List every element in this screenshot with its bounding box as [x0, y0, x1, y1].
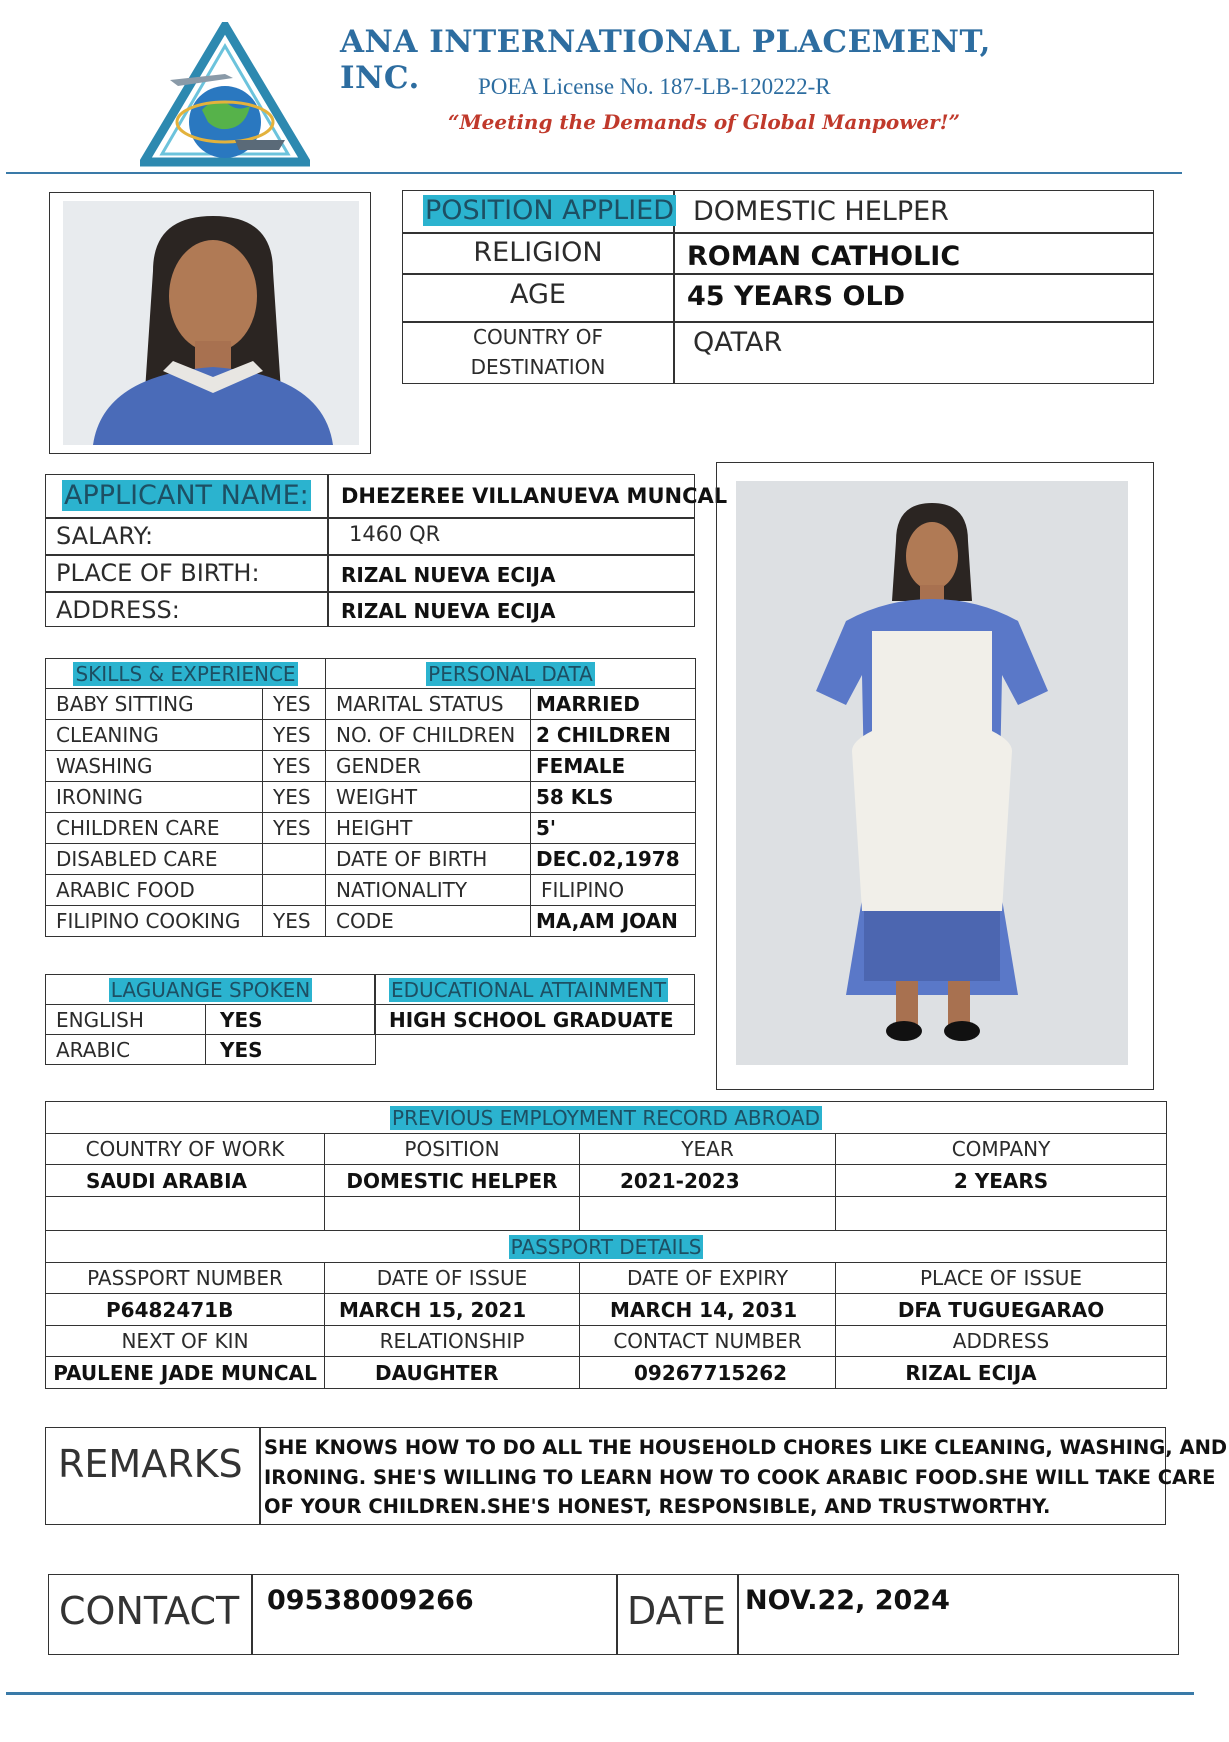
applicant-table: [45, 474, 728, 627]
personal-value: 2 CHILDREN: [531, 720, 696, 751]
place-of-birth-value: RIZAL NUEVA ECIJA: [341, 563, 556, 587]
passport-header: DATE OF EXPIRY: [580, 1263, 836, 1294]
language-label: ENGLISH: [46, 1005, 206, 1035]
education-title: EDUCATIONAL ATTAINMENT: [375, 975, 695, 1005]
relationship-value: DAUGHTER: [325, 1357, 580, 1389]
employment-cell: 2021-2023: [580, 1165, 836, 1197]
kin-header: NEXT OF KIN: [46, 1326, 325, 1357]
next-of-kin-value: PAULENE JADE MUNCAL: [46, 1357, 325, 1389]
applicant-name-label: APPLICANT NAME:: [64, 480, 309, 511]
personal-label: CODE: [326, 906, 531, 937]
date-of-issue-value: MARCH 15, 2021: [325, 1294, 580, 1326]
address-label: ADDRESS:: [56, 596, 180, 624]
passport-header: PLACE OF ISSUE: [836, 1263, 1167, 1294]
employment-header: YEAR: [580, 1134, 836, 1165]
employment-cell: 2 YEARS: [836, 1165, 1167, 1197]
skill-label: DISABLED CARE: [46, 844, 263, 875]
contact-number-value: 09267715262: [580, 1357, 836, 1389]
country-destination-value: QATAR: [693, 327, 783, 358]
full-body-photo: [736, 481, 1128, 1065]
remarks-box: [45, 1427, 1228, 1525]
kin-header: RELATIONSHIP: [325, 1326, 580, 1357]
kin-header: ADDRESS: [836, 1326, 1167, 1357]
applicant-name-value: DHEZEREE VILLANUEVA MUNCAL: [341, 484, 728, 508]
contact-box: [48, 1574, 1179, 1655]
personal-value: MA,AM JOAN: [531, 906, 696, 937]
personal-label: MARITAL STATUS: [326, 689, 531, 720]
skill-label: CLEANING: [46, 720, 263, 751]
religion-value: ROMAN CATHOLIC: [687, 241, 961, 272]
company-logo: [140, 22, 310, 167]
place-of-issue-value: DFA TUGUEGARAO: [836, 1294, 1167, 1326]
license-number: POEA License No. 187-LB-120222-R: [478, 74, 831, 99]
skill-label: ARABIC FOOD: [46, 875, 263, 906]
employment-cell: SAUDI ARABIA: [46, 1165, 325, 1197]
employment-header: COMPANY: [836, 1134, 1167, 1165]
skill-value: [263, 875, 326, 906]
language-label: ARABIC: [46, 1035, 206, 1065]
personal-value: DEC.02,1978: [531, 844, 696, 875]
passport-header: PASSPORT NUMBER: [46, 1263, 325, 1294]
country-destination-label-2: DESTINATION: [470, 355, 606, 379]
position-applied-label: POSITION APPLIED: [425, 195, 675, 226]
skill-value: [263, 844, 326, 875]
personal-label: GENDER: [326, 751, 531, 782]
personal-label: DATE OF BIRTH: [326, 844, 531, 875]
skills-title: SKILLS & EXPERIENCE: [46, 659, 326, 689]
position-applied-value: DOMESTIC HELPER: [693, 196, 949, 227]
passport-number-value: P6482471B: [46, 1294, 325, 1326]
languages-title: LAGUANGE SPOKEN: [46, 975, 376, 1005]
employment-cell: [836, 1197, 1167, 1231]
employment-cell: [580, 1197, 836, 1231]
contact-label: CONTACT: [59, 1589, 240, 1633]
remarks-label: REMARKS: [58, 1442, 243, 1486]
footer-rule: [6, 1692, 1194, 1695]
remarks-line-3: OF YOUR CHILDREN.SHE'S HONEST, RESPONSIBLE, AND TRUSTWORTHY.: [264, 1495, 1051, 1518]
skill-value: YES: [263, 906, 326, 937]
address-value: RIZAL NUEVA ECIJA: [341, 599, 556, 623]
salary-label: SALARY:: [56, 522, 154, 550]
contact-value: 09538009266: [267, 1585, 474, 1616]
personal-value: 5': [531, 813, 696, 844]
kin-address-value: RIZAL ECIJA: [836, 1357, 1167, 1389]
personal-value: FILIPINO: [531, 875, 696, 906]
employment-cell: DOMESTIC HELPER: [325, 1165, 580, 1197]
skill-label: FILIPINO COOKING: [46, 906, 263, 937]
language-value: YES: [206, 1035, 376, 1065]
personal-title: PERSONAL DATA: [326, 659, 696, 689]
skill-value: YES: [263, 720, 326, 751]
company-name: ANA INTERNATIONAL PLACEMENT, INC.: [340, 24, 991, 96]
headshot-photo: [63, 201, 359, 445]
personal-label: WEIGHT: [326, 782, 531, 813]
education-value: HIGH SCHOOL GRADUATE: [375, 1005, 695, 1035]
languages-table: [45, 974, 376, 1065]
employment-cell: [325, 1197, 580, 1231]
personal-value: MARRIED: [531, 689, 696, 720]
skill-label: BABY SITTING: [46, 689, 263, 720]
age-label: AGE: [510, 279, 566, 310]
age-value: 45 YEARS OLD: [687, 281, 906, 312]
skill-value: YES: [263, 782, 326, 813]
remarks-line-1: SHE KNOWS HOW TO DO ALL THE HOUSEHOLD CHORES LIKE CLEANING, WASHING, AND: [264, 1436, 1228, 1459]
employment-passport-table: [45, 1101, 1167, 1389]
personal-value: FEMALE: [531, 751, 696, 782]
personal-label: NO. OF CHILDREN: [326, 720, 531, 751]
education-table: [374, 974, 695, 1035]
skill-label: WASHING: [46, 751, 263, 782]
skill-value: YES: [263, 751, 326, 782]
employment-cell: [46, 1197, 325, 1231]
skill-label: IRONING: [46, 782, 263, 813]
header-rule: [6, 172, 1182, 174]
date-of-expiry-value: MARCH 14, 2031: [580, 1294, 836, 1326]
passport-header: DATE OF ISSUE: [325, 1263, 580, 1294]
remarks-line-2: IRONING. SHE'S WILLING TO LEARN HOW TO COOK ARABIC FOOD.SHE WILL TAKE CARE: [264, 1466, 1216, 1489]
skill-value: YES: [263, 813, 326, 844]
skill-value: YES: [263, 689, 326, 720]
religion-label: RELIGION: [473, 237, 603, 268]
country-destination-label-1: COUNTRY OF: [473, 325, 603, 349]
date-label: DATE: [627, 1589, 726, 1633]
position-table: [402, 190, 1154, 384]
salary-value: 1460 QR: [349, 522, 441, 546]
employment-header: COUNTRY OF WORK: [46, 1134, 325, 1165]
personal-value: 58 KLS: [531, 782, 696, 813]
skill-label: CHILDREN CARE: [46, 813, 263, 844]
employment-title: PREVIOUS EMPLOYMENT RECORD ABROAD: [46, 1102, 1167, 1134]
kin-header: CONTACT NUMBER: [580, 1326, 836, 1357]
employment-header: POSITION: [325, 1134, 580, 1165]
date-value: NOV.22, 2024: [745, 1585, 950, 1616]
language-value: YES: [206, 1005, 376, 1035]
passport-title: PASSPORT DETAILS: [46, 1231, 1167, 1263]
skills-personal-table: [45, 658, 696, 937]
company-tagline: “Meeting the Demands of Global Manpower!”: [448, 110, 960, 134]
personal-label: NATIONALITY: [326, 875, 531, 906]
personal-label: HEIGHT: [326, 813, 531, 844]
place-of-birth-label: PLACE OF BIRTH:: [56, 559, 260, 587]
